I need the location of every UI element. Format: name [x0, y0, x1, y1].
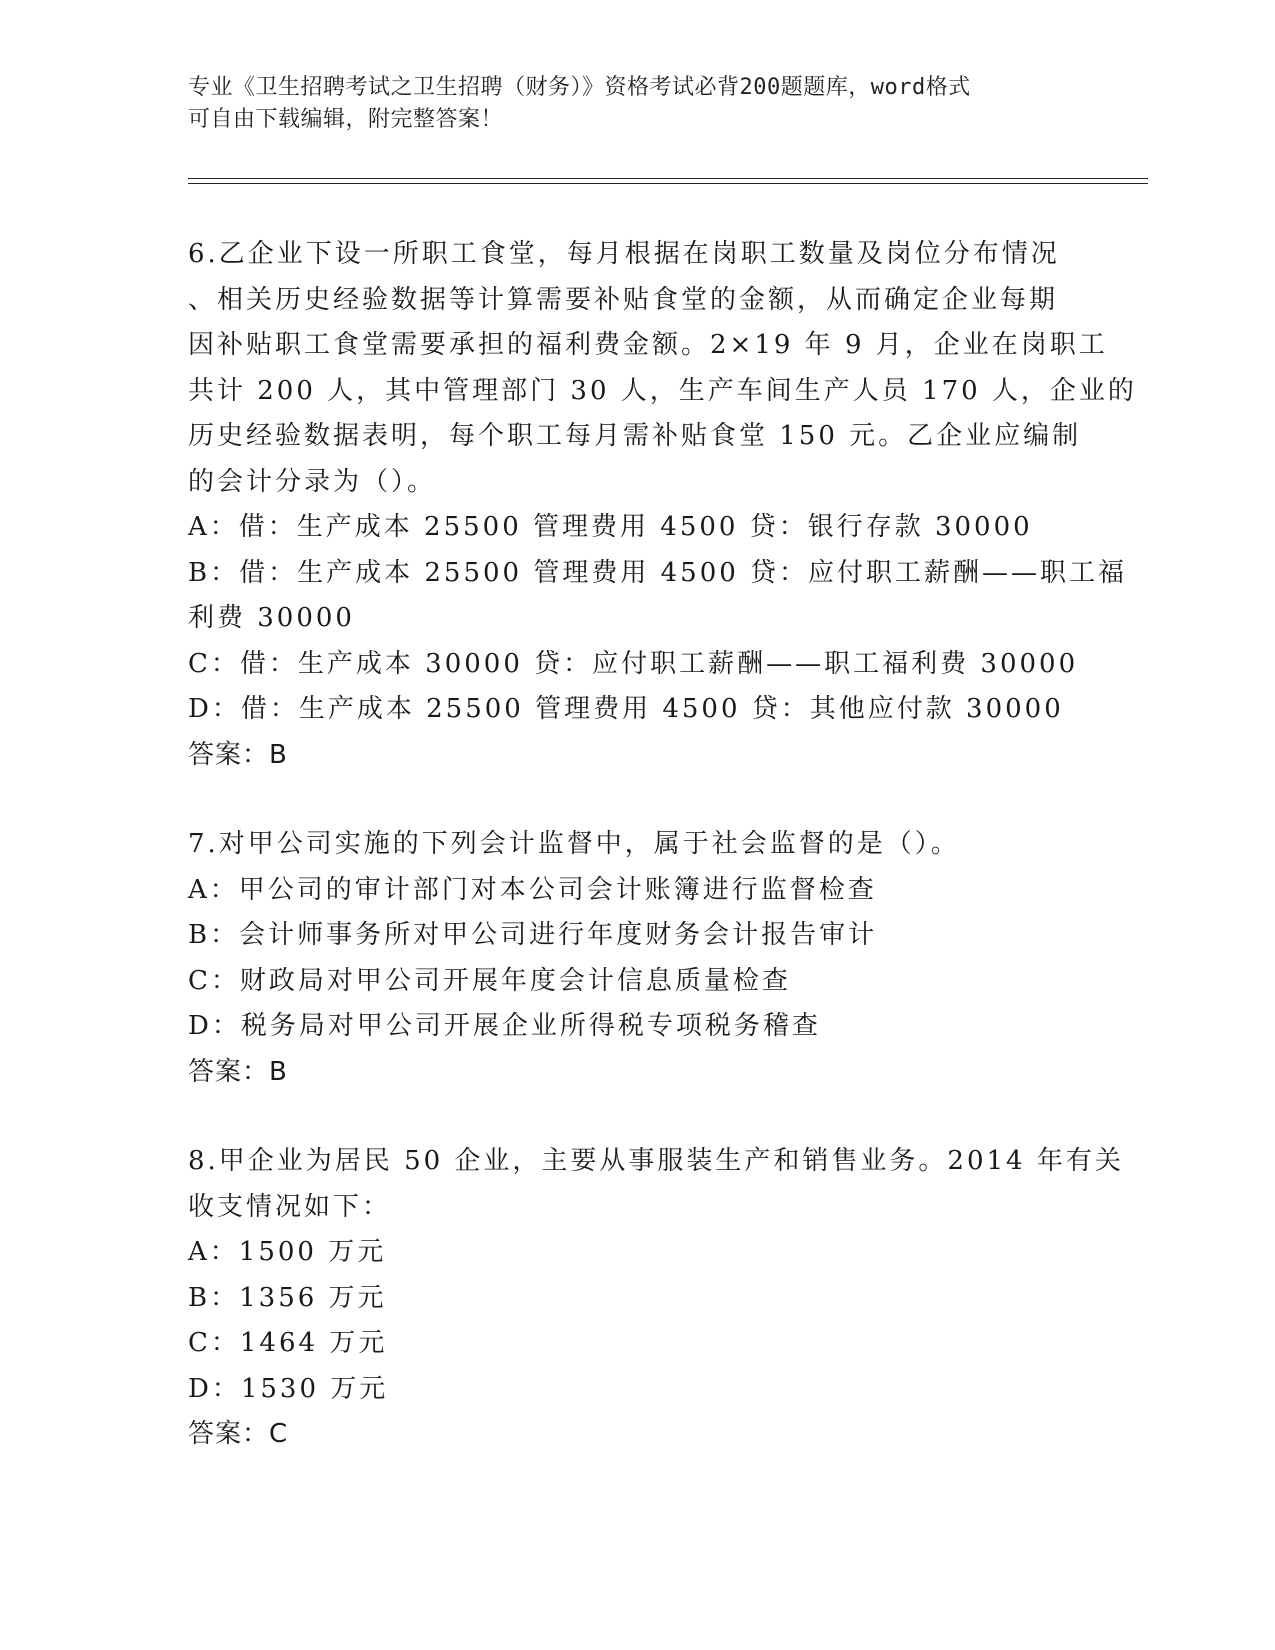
question-text-line: 因补贴职工食堂需要承担的福利费金额。2×19 年 9 月，企业在岗职工 [188, 330, 1108, 360]
question-8 [188, 1139, 1124, 1458]
question-spacer [188, 778, 1088, 822]
option-b: B：会计师事务所对甲公司进行年度财务会计报告审计 [188, 920, 878, 950]
question-text-line: 历史经验数据表明，每个职工每月需补贴食堂 150 元。乙企业应编制 [188, 421, 1082, 451]
option-c: C：财政局对甲公司开展年度会计信息质量检查 [188, 965, 791, 996]
question-7 [188, 822, 1088, 1095]
option-a: A：1500 万元 [188, 1237, 387, 1267]
question-text-line: 8.甲企业为居民 50 企业，主要从事服装生产和销售业务。2014 年有关 [188, 1146, 1124, 1176]
question-text-line: 7.对甲公司实施的下列会计监督中，属于社会监督的是（）。 [188, 829, 960, 859]
document-header [188, 72, 1068, 136]
header-divider-top [188, 178, 1148, 179]
option-b: B：1356 万元 [188, 1282, 387, 1313]
question-list [188, 232, 1137, 1458]
option-c: C：1464 万元 [188, 1328, 388, 1358]
option-d: D：税务局对甲公司开展企业所得税专项税务稽查 [188, 1011, 821, 1041]
question-spacer [188, 1095, 1088, 1139]
option-d: D：借：生产成本 25500 管理费用 4500 贷：其他应付款 30000 [188, 694, 1064, 724]
question-text-line: 6.乙企业下设一所职工食堂，每月根据在岗职工数量及岗位分布情况 [188, 239, 1060, 269]
option-a: A：借：生产成本 25500 管理费用 4500 贷：银行存款 30000 [188, 512, 1033, 542]
header-line-2: 可自由下载编辑，附完整答案！ [188, 107, 504, 132]
question-text-line: 、相关历史经验数据等计算需要补贴食堂的金额，从而确定企业每期 [188, 284, 1059, 315]
option-c: C：借：生产成本 30000 贷：应付职工薪酬——职工福利费 30000 [188, 648, 1079, 679]
question-text-line: 收支情况如下： [188, 1191, 392, 1222]
option-a: A：甲公司的审计部门对本公司会计账簿进行监督检查 [188, 874, 877, 905]
option-b: B：借：生产成本 25500 管理费用 4500 贷：应付职工薪酬——职工福 [188, 557, 1128, 588]
answer-label: 答案：C [188, 1419, 289, 1449]
answer-label: 答案：B [188, 739, 288, 770]
option-b-continued: 利费 30000 [188, 603, 355, 633]
header-divider-bottom [188, 183, 1148, 184]
question-text-line: 共计 200 人，其中管理部门 30 人，生产车间生产人员 170 人，企业的 [188, 375, 1137, 406]
answer-label: 答案：B [188, 1056, 288, 1087]
question-6 [188, 232, 1137, 778]
question-text-line: 的会计分录为（）。 [188, 466, 437, 497]
option-d: D：1530 万元 [188, 1373, 389, 1404]
header-line-1: 专业《卫生招聘考试之卫生招聘（财务）》资格考试必背200题题库，word格式 [188, 75, 971, 100]
